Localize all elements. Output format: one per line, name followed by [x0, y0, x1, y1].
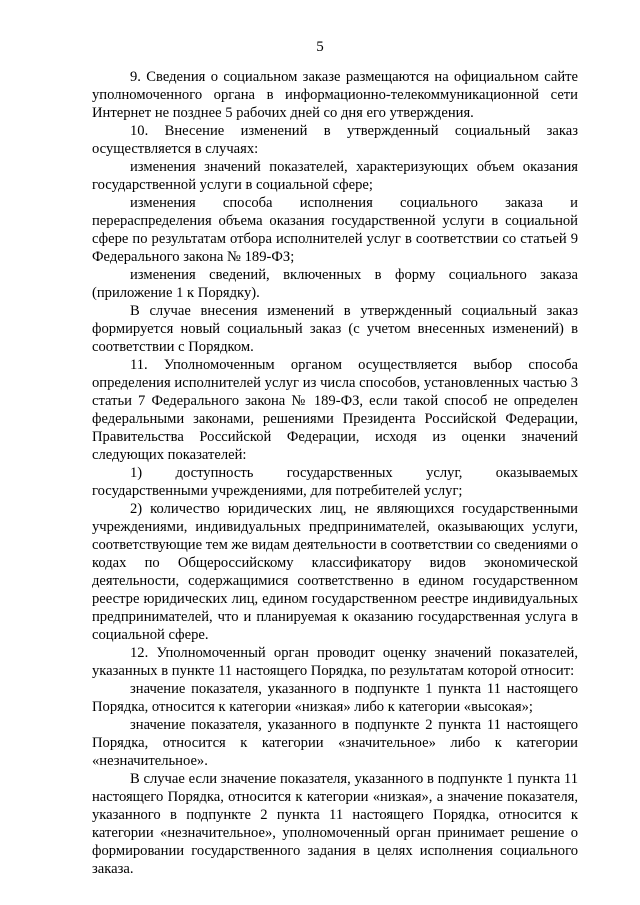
paragraph-11: 11. Уполномоченным органом осуществляется выбор способа определения исполнителей услуг из числа способов, установленных частью 3 статьи 7 Федерального закона № 189-ФЗ, если такой способ не определен федеральными законами, решениями Президента Российской Федерации, Правительства Российской Федерации, исходя из оценки значений следующих показателей: — [92, 357, 578, 463]
paragraph-10-note: В случае внесения изменений в утвержденный социальный заказ формируется новый социальный заказ (с учетом внесенных изменений) в соответствии с Порядком. — [92, 303, 578, 355]
paragraph-11-item-1: 1) доступность государственных услуг, оказываемых государственными учреждениями, для потребителей услуг; — [92, 465, 578, 499]
paragraph-12: 12. Уполномоченный орган проводит оценку значений показателей, указанных в пункте 11 настоящего Порядка, по результатам которой относит: — [92, 645, 578, 679]
paragraph-10-item-2: изменения способа исполнения социального заказа и перераспределения объема оказания государственной услуги в социальной сфере по результатам отбора исполнителей услуг в соответствии со статьей 9 Федерального закона № 189-ФЗ; — [92, 195, 578, 265]
paragraph-12-item-1: значение показателя, указанного в подпункте 1 пункта 11 настоящего Порядка, относится к категории «низкая» либо к категории «высокая»; — [92, 681, 578, 715]
page-number: 5 — [316, 39, 324, 55]
paragraph-11-item-2: 2) количество юридических лиц, не являющихся государственными учреждениями, индивидуальных предпринимателей, оказывающих услуги, соответствующие тем же видам деятельности в соответствии со сведениями о кодах по Общероссийскому классификатору видов экономической деятельности, содержащимися соответственно в едином государственном реестре юридических лиц, едином государственном реестре индивидуальных предпринимателей, что и планируемая к оказанию государственная услуга в социальной сфере. — [92, 501, 579, 643]
paragraph-9: 9. Сведения о социальном заказе размещаются на официальном сайте уполномоченного органа в информационно-телекоммуникационной сети Интернет не позднее 5 рабочих дней со дня его утверждения. — [92, 69, 578, 121]
paragraph-10-item-1: изменения значений показателей, характеризующих объем оказания государственной услуги в социальной сфере; — [92, 159, 578, 193]
paragraph-10-item-3: изменения сведений, включенных в форму социального заказа (приложение 1 к Порядку). — [92, 267, 578, 301]
paragraph-12-item-2: значение показателя, указанного в подпункте 2 пункта 11 настоящего Порядка, относится к категории «значительное» либо к категории «незначительное». — [92, 717, 578, 769]
paragraph-12-note: В случае если значение показателя, указанного в подпункте 1 пункта 11 настоящего Порядка, относится к категории «низкая», а значение показателя, указанного в подпункте 2 пункта 11 настоящего Порядка, относится к категории «незначительное», уполномоченный орган принимает решение о формировании государственного задания в целях исполнения социального заказа. — [92, 771, 578, 877]
document-body — [92, 68, 578, 878]
paragraph-10: 10. Внесение изменений в утвержденный социальный заказ осуществляется в случаях: — [92, 123, 578, 157]
